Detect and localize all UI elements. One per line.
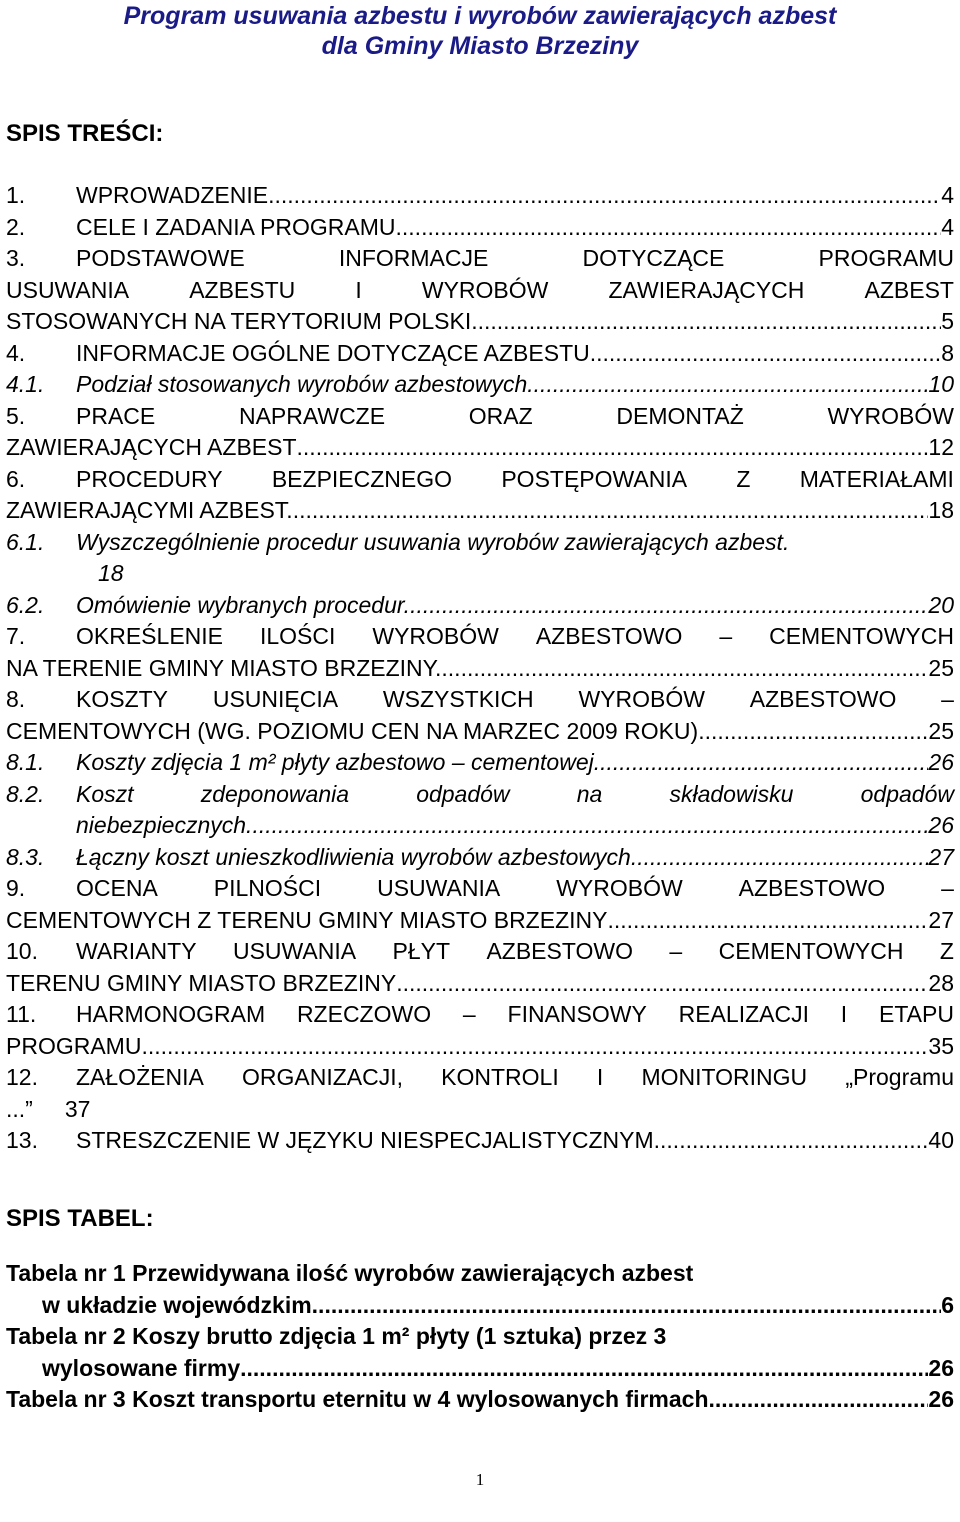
toc-row bbox=[6, 527, 954, 558]
toc-row bbox=[6, 653, 954, 684]
table-entry-line bbox=[6, 1258, 954, 1289]
toc-row bbox=[6, 968, 954, 999]
toc-number: 3. bbox=[6, 245, 26, 271]
toc-row bbox=[6, 1094, 954, 1125]
toc-row bbox=[6, 495, 954, 526]
toc-entry bbox=[6, 842, 954, 873]
dot-leader bbox=[396, 968, 928, 999]
table-entry bbox=[6, 1290, 954, 1321]
toc-entry bbox=[6, 1125, 954, 1156]
toc-number: 11. bbox=[6, 1001, 37, 1027]
dot-leader bbox=[293, 495, 929, 526]
toc-text: niebezpiecznych. bbox=[76, 812, 253, 838]
dot-leader bbox=[410, 590, 928, 621]
toc-text: STOSOWANYCH NA TERYTORIUM POLSKI bbox=[6, 308, 472, 334]
table-page: 26 bbox=[928, 1354, 954, 1381]
toc-text: ...” bbox=[6, 1095, 33, 1122]
toc-entry-line bbox=[6, 401, 954, 432]
toc-page: 20 bbox=[928, 591, 954, 618]
toc-text: WARIANTY USUWANIA PŁYT AZBESTOWO – CEMENTOWYCH Z bbox=[76, 938, 954, 964]
table-row bbox=[6, 1353, 954, 1384]
toc-row bbox=[6, 1031, 954, 1062]
page-number: 1 bbox=[475, 1470, 485, 1489]
toc-text: Koszty zdjęcia 1 m² płyty azbestowo – cementowej. bbox=[76, 749, 601, 775]
toc-text: TERENU GMINY MIASTO BRZEZINY bbox=[6, 969, 397, 996]
toc-page: 18 bbox=[98, 560, 124, 586]
toc-row bbox=[6, 464, 954, 495]
toc-row bbox=[6, 180, 954, 211]
dot-leader bbox=[631, 842, 929, 873]
toc-number: 4. bbox=[6, 339, 26, 366]
toc-text: PRACE NAPRAWCZE ORAZ DEMONTAŻ WYROBÓW bbox=[76, 402, 954, 429]
toc-number: 6.2. bbox=[6, 591, 45, 618]
toc-text: PROGRAMU bbox=[6, 1032, 142, 1059]
toc-entry-line bbox=[6, 1062, 954, 1093]
dot-leader bbox=[441, 653, 928, 684]
toc-row bbox=[6, 936, 954, 967]
tables-title: SPIS TABEL: bbox=[6, 1205, 154, 1232]
toc-row bbox=[6, 369, 954, 400]
toc-entry bbox=[6, 968, 954, 999]
toc-number: 9. bbox=[6, 875, 26, 901]
toc-page: 27 bbox=[928, 906, 954, 933]
toc-page: 10 bbox=[928, 371, 954, 397]
dot-leader bbox=[268, 180, 941, 211]
dot-leader bbox=[527, 369, 928, 400]
toc-row bbox=[6, 842, 954, 873]
toc-page: 18 bbox=[928, 497, 954, 523]
toc-number: 8.1. bbox=[6, 749, 45, 775]
toc-entry-line bbox=[6, 275, 954, 306]
toc-entry-page-line bbox=[6, 558, 954, 589]
toc-row bbox=[6, 873, 954, 904]
toc-number: 6.1. bbox=[6, 528, 45, 555]
toc-text: CELE I ZADANIA PROGRAMU bbox=[76, 213, 396, 240]
dot-leader bbox=[297, 432, 929, 463]
table-entry bbox=[6, 1384, 954, 1415]
toc-row bbox=[6, 212, 954, 243]
toc-number: 10. bbox=[6, 938, 38, 964]
toc-row bbox=[6, 306, 954, 337]
toc-row bbox=[6, 905, 954, 936]
toc-entry bbox=[6, 653, 954, 684]
toc-row bbox=[6, 621, 954, 652]
toc-text: ZAWIERAJĄCYMI AZBEST. bbox=[6, 497, 293, 523]
dot-leader bbox=[240, 1353, 928, 1384]
toc-entry bbox=[6, 1094, 954, 1125]
toc-number: 1. bbox=[6, 182, 26, 208]
dot-leader bbox=[141, 1031, 928, 1062]
toc-entry bbox=[6, 810, 954, 841]
toc-text: WPROWADZENIE bbox=[76, 182, 269, 208]
toc-row bbox=[6, 401, 954, 432]
dot-leader bbox=[607, 905, 928, 936]
toc-number: 4.1. bbox=[6, 371, 45, 397]
toc-title: SPIS TREŚCI: bbox=[6, 120, 164, 147]
toc-text: CEMENTOWYCH Z TERENU GMINY MIASTO BRZEZINY bbox=[6, 906, 608, 933]
toc-entry-line bbox=[6, 936, 954, 967]
toc-entry bbox=[6, 905, 954, 936]
toc-entry-line bbox=[6, 999, 954, 1030]
toc-number: 13. bbox=[6, 1127, 38, 1153]
toc-text: Koszt zdeponowania odpadów na składowisku odpadów bbox=[76, 780, 954, 807]
toc-number: 2. bbox=[6, 213, 26, 240]
toc-number: 6. bbox=[6, 465, 26, 492]
toc-text: KOSZTY USUNIĘCIA WSZYSTKICH WYROBÓW AZBESTOWO – bbox=[76, 686, 954, 712]
header-line-1: Program usuwania azbestu i wyrobów zawierających azbest bbox=[123, 2, 837, 30]
table-caption-cont: w układzie wojewódzkim bbox=[42, 1291, 312, 1318]
table-caption-cont: wylosowane firmy bbox=[42, 1354, 241, 1381]
dot-leader bbox=[312, 1290, 942, 1321]
toc-row bbox=[6, 684, 954, 715]
toc-row bbox=[6, 716, 954, 747]
toc-number: 8.3. bbox=[6, 843, 45, 870]
toc-page: 4 bbox=[941, 213, 954, 240]
toc-page: 28 bbox=[928, 969, 954, 996]
table-caption: Tabela nr 3 Koszt transportu eternitu w 4 wylosowanych firmach bbox=[6, 1386, 709, 1412]
toc-entry-line bbox=[6, 684, 954, 715]
table-row bbox=[6, 1290, 954, 1321]
toc-text: INFORMACJE OGÓLNE DOTYCZĄCE AZBESTU bbox=[76, 339, 590, 366]
dot-leader bbox=[654, 1125, 929, 1156]
table-entry bbox=[6, 1353, 954, 1384]
toc-entry bbox=[6, 338, 954, 369]
toc-entry bbox=[6, 527, 954, 558]
toc-page: 5 bbox=[941, 308, 954, 334]
toc-row bbox=[6, 779, 954, 810]
toc-page: 26 bbox=[928, 812, 954, 838]
toc-row bbox=[6, 999, 954, 1030]
toc-row bbox=[6, 338, 954, 369]
table-page: 26 bbox=[928, 1386, 954, 1412]
toc-number: 7. bbox=[6, 623, 26, 649]
table-page: 6 bbox=[941, 1291, 954, 1318]
toc-number: 8.2. bbox=[6, 780, 45, 807]
toc-page: 8 bbox=[941, 339, 954, 366]
header-line-2: dla Gminy Miasto Brzeziny bbox=[321, 32, 639, 60]
toc-entry bbox=[6, 180, 954, 211]
toc-page: 25 bbox=[928, 654, 954, 681]
toc-row bbox=[6, 1125, 954, 1156]
toc-text: STRESZCZENIE W JĘZYKU NIESPECJALISTYCZNYM bbox=[76, 1127, 654, 1153]
toc-text: PODSTAWOWE INFORMACJE DOTYCZĄCE PROGRAMU bbox=[76, 245, 954, 271]
toc-text: CEMENTOWYCH (WG. POZIOMU CEN NA MARZEC 2009 ROKU). bbox=[6, 717, 705, 744]
toc-entry bbox=[6, 747, 954, 778]
toc-row bbox=[6, 1062, 954, 1093]
toc-entry bbox=[6, 1031, 954, 1062]
toc-text: ZAWIERAJĄCYCH AZBEST bbox=[6, 434, 297, 460]
toc-entry bbox=[6, 432, 954, 463]
toc-page: 25 bbox=[928, 717, 954, 744]
toc-entry-line bbox=[6, 621, 954, 652]
toc-text: NA TERENIE GMINY MIASTO BRZEZINY. bbox=[6, 654, 442, 681]
toc-entry-line bbox=[6, 873, 954, 904]
dot-leader bbox=[471, 306, 941, 337]
toc-text: HARMONOGRAM RZECZOWO – FINANSOWY REALIZACJI I ETAPU bbox=[76, 1001, 954, 1027]
toc-entry bbox=[6, 495, 954, 526]
toc-entry-line bbox=[6, 464, 954, 495]
toc-text: Łączny koszt unieszkodliwienia wyrobów azbestowych bbox=[76, 843, 631, 870]
table-row bbox=[6, 1384, 954, 1415]
toc-page: 26 bbox=[928, 749, 954, 775]
toc-number: 12. bbox=[6, 1064, 38, 1090]
toc-row bbox=[6, 747, 954, 778]
toc-row bbox=[6, 243, 954, 274]
toc-page: 37 bbox=[64, 1095, 91, 1122]
toc-row bbox=[6, 275, 954, 306]
toc-text: OKREŚLENIE ILOŚCI WYROBÓW AZBESTOWO – CEMENTOWYCH bbox=[76, 623, 954, 649]
toc-entry-line bbox=[6, 243, 954, 274]
toc-text: Podział stosowanych wyrobów azbestowych bbox=[76, 371, 528, 397]
table-entry-line bbox=[6, 1321, 954, 1352]
table-caption: Tabela nr 2 Koszy brutto zdjęcia 1 m² płyty (1 sztuka) przez 3 bbox=[6, 1323, 667, 1349]
dot-leader bbox=[600, 747, 928, 778]
toc-text: Wyszczególnienie procedur usuwania wyrobów zawierających azbest. bbox=[76, 528, 790, 555]
toc-page: 27 bbox=[928, 843, 954, 870]
toc-number: 8. bbox=[6, 686, 26, 712]
toc-entry bbox=[6, 306, 954, 337]
toc-number: 5. bbox=[6, 402, 26, 429]
toc-text: PROCEDURY BEZPIECZNEGO POSTĘPOWANIA Z MATERIAŁAMI bbox=[76, 465, 954, 492]
toc-text: ZAŁOŻENIA ORGANIZACJI, KONTROLI I MONITORINGU „Programu bbox=[76, 1064, 954, 1090]
toc-page: 12 bbox=[928, 434, 954, 460]
dot-leader bbox=[252, 810, 928, 841]
dot-leader bbox=[705, 716, 929, 747]
dot-leader bbox=[396, 212, 942, 243]
toc-entry-line bbox=[6, 779, 954, 810]
toc-entry bbox=[6, 716, 954, 747]
toc-page: 40 bbox=[928, 1127, 954, 1153]
toc-row bbox=[6, 432, 954, 463]
toc-text: OCENA PILNOŚCI USUWANIA WYROBÓW AZBESTOWO – bbox=[76, 875, 954, 901]
dot-leader bbox=[590, 338, 941, 369]
toc-entry bbox=[6, 212, 954, 243]
toc-text: Omówienie wybranych procedur. bbox=[76, 591, 411, 618]
table-caption: Tabela nr 1 Przewidywana ilość wyrobów zawierających azbest bbox=[6, 1260, 694, 1286]
toc-row bbox=[6, 810, 954, 841]
toc-page: 4 bbox=[941, 182, 954, 208]
toc-entry bbox=[6, 590, 954, 621]
toc-row bbox=[6, 590, 954, 621]
toc-text: USUWANIA AZBESTU I WYROBÓW ZAWIERAJĄCYCH AZBEST bbox=[6, 276, 954, 303]
toc-entry bbox=[6, 369, 954, 400]
indent-spacer bbox=[6, 810, 76, 841]
dot-leader bbox=[709, 1384, 929, 1415]
toc-page: 35 bbox=[928, 1032, 954, 1059]
